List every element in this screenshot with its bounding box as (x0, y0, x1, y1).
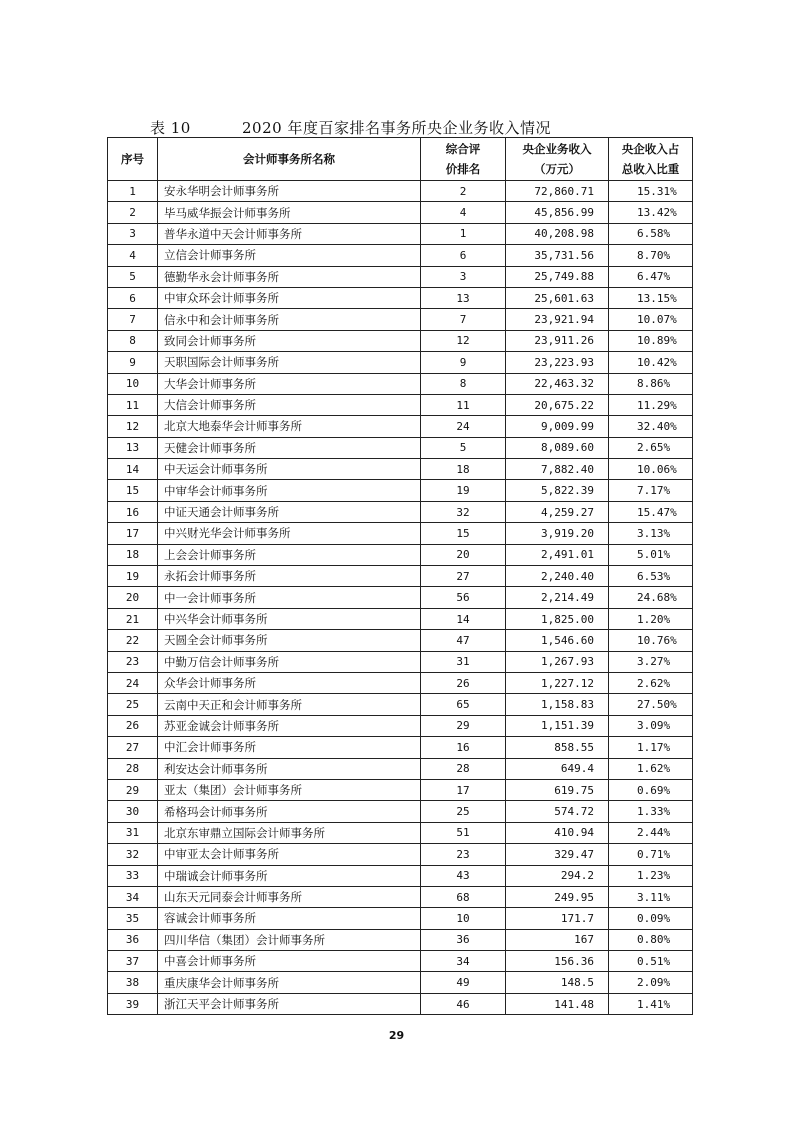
cell-name: 立信会计师事务所 (158, 245, 421, 266)
cell-name: 中天运会计师事务所 (158, 459, 421, 480)
cell-name: 天健会计师事务所 (158, 437, 421, 458)
cell-income: 156.36 (506, 951, 609, 972)
cell-name: 山东天元同泰会计师事务所 (158, 886, 421, 907)
table-row (108, 886, 693, 907)
cell-name: 云南中天正和会计师事务所 (158, 694, 421, 715)
cell-ratio: 0.80% (609, 929, 693, 950)
cell-income: 2,240.40 (506, 566, 609, 587)
cell-income: 22,463.32 (506, 373, 609, 394)
cell-idx: 37 (108, 951, 158, 972)
cell-income: 1,151.39 (506, 715, 609, 736)
cell-ratio: 3.11% (609, 886, 693, 907)
cell-idx: 19 (108, 566, 158, 587)
cell-name: 中勤万信会计师事务所 (158, 651, 421, 672)
cell-idx: 26 (108, 715, 158, 736)
cell-income: 9,009.99 (506, 416, 609, 437)
header-ratio (609, 138, 693, 181)
cell-ratio: 13.42% (609, 202, 693, 223)
cell-idx: 30 (108, 801, 158, 822)
cell-idx: 32 (108, 844, 158, 865)
cell-idx: 31 (108, 822, 158, 843)
cell-ratio: 0.09% (609, 908, 693, 929)
table-row (108, 651, 693, 672)
cell-ratio: 7.17% (609, 480, 693, 501)
cell-rank: 6 (421, 245, 506, 266)
cell-income: 1,825.00 (506, 608, 609, 629)
cell-rank: 18 (421, 459, 506, 480)
header-rank (421, 138, 506, 181)
table-row (108, 630, 693, 651)
cell-idx: 6 (108, 287, 158, 308)
table-row (108, 822, 693, 843)
cell-idx: 10 (108, 373, 158, 394)
cell-rank: 47 (421, 630, 506, 651)
table-row (108, 672, 693, 693)
cell-idx: 38 (108, 972, 158, 993)
table-row (108, 202, 693, 223)
cell-ratio: 8.86% (609, 373, 693, 394)
cell-name: 重庆康华会计师事务所 (158, 972, 421, 993)
cell-ratio: 10.89% (609, 330, 693, 351)
cell-income: 23,921.94 (506, 309, 609, 330)
cell-name: 天职国际会计师事务所 (158, 352, 421, 373)
cell-rank: 68 (421, 886, 506, 907)
cell-name: 容诚会计师事务所 (158, 908, 421, 929)
table-row (108, 309, 693, 330)
cell-ratio: 1.20% (609, 608, 693, 629)
cell-rank: 12 (421, 330, 506, 351)
cell-idx: 23 (108, 651, 158, 672)
cell-idx: 11 (108, 394, 158, 415)
cell-idx: 34 (108, 886, 158, 907)
cell-name: 中瑞诚会计师事务所 (158, 865, 421, 886)
cell-ratio: 2.44% (609, 822, 693, 843)
cell-ratio: 27.50% (609, 694, 693, 715)
cell-income: 7,882.40 (506, 459, 609, 480)
cell-income: 45,856.99 (506, 202, 609, 223)
cell-ratio: 1.41% (609, 993, 693, 1014)
cell-rank: 5 (421, 437, 506, 458)
cell-rank: 27 (421, 566, 506, 587)
cell-income: 1,267.93 (506, 651, 609, 672)
table-body (108, 181, 693, 1015)
table-row (108, 287, 693, 308)
cell-idx: 17 (108, 523, 158, 544)
table-row (108, 266, 693, 287)
cell-income: 167 (506, 929, 609, 950)
cell-income: 619.75 (506, 779, 609, 800)
cell-rank: 32 (421, 501, 506, 522)
cell-idx: 27 (108, 737, 158, 758)
cell-rank: 20 (421, 544, 506, 565)
table-row (108, 459, 693, 480)
table-row (108, 758, 693, 779)
cell-ratio: 10.07% (609, 309, 693, 330)
cell-income: 40,208.98 (506, 223, 609, 244)
table-row (108, 373, 693, 394)
cell-idx: 20 (108, 587, 158, 608)
table-row (108, 715, 693, 736)
cell-rank: 17 (421, 779, 506, 800)
cell-rank: 56 (421, 587, 506, 608)
table-row (108, 993, 693, 1014)
cell-name: 四川华信（集团）会计师事务所 (158, 929, 421, 950)
cell-income: 2,491.01 (506, 544, 609, 565)
cell-name: 中兴财光华会计师事务所 (158, 523, 421, 544)
cell-name: 中审众环会计师事务所 (158, 287, 421, 308)
cell-name: 中审华会计师事务所 (158, 480, 421, 501)
cell-rank: 3 (421, 266, 506, 287)
cell-idx: 14 (108, 459, 158, 480)
cell-ratio: 2.09% (609, 972, 693, 993)
table-row (108, 181, 693, 202)
cell-idx: 2 (108, 202, 158, 223)
cell-rank: 9 (421, 352, 506, 373)
cell-ratio: 2.65% (609, 437, 693, 458)
cell-idx: 1 (108, 181, 158, 202)
header-name: 会计师事务所名称 (158, 138, 421, 181)
table-row (108, 908, 693, 929)
cell-idx: 16 (108, 501, 158, 522)
cell-name: 北京大地泰华会计师事务所 (158, 416, 421, 437)
cell-income: 1,227.12 (506, 672, 609, 693)
cell-rank: 29 (421, 715, 506, 736)
cell-name: 浙江天平会计师事务所 (158, 993, 421, 1014)
cell-income: 23,911.26 (506, 330, 609, 351)
cell-idx: 8 (108, 330, 158, 351)
table-row (108, 437, 693, 458)
page-number: 29 (388, 1029, 405, 1042)
cell-income: 72,860.71 (506, 181, 609, 202)
cell-ratio: 3.27% (609, 651, 693, 672)
cell-income: 294.2 (506, 865, 609, 886)
cell-rank: 8 (421, 373, 506, 394)
cell-idx: 29 (108, 779, 158, 800)
cell-name: 天圆全会计师事务所 (158, 630, 421, 651)
cell-name: 大华会计师事务所 (158, 373, 421, 394)
header-income-line1: 央企业务收入 (522, 142, 592, 156)
cell-rank: 34 (421, 951, 506, 972)
cell-name: 德勤华永会计师事务所 (158, 266, 421, 287)
cell-idx: 36 (108, 929, 158, 950)
cell-rank: 19 (421, 480, 506, 501)
cell-name: 中汇会计师事务所 (158, 737, 421, 758)
table-row (108, 330, 693, 351)
cell-name: 中喜会计师事务所 (158, 951, 421, 972)
cell-income: 8,089.60 (506, 437, 609, 458)
cell-rank: 43 (421, 865, 506, 886)
cell-rank: 26 (421, 672, 506, 693)
cell-rank: 24 (421, 416, 506, 437)
cell-income: 25,749.88 (506, 266, 609, 287)
cell-ratio: 6.58% (609, 223, 693, 244)
cell-ratio: 10.76% (609, 630, 693, 651)
cell-name: 普华永道中天会计师事务所 (158, 223, 421, 244)
cell-income: 4,259.27 (506, 501, 609, 522)
cell-income: 35,731.56 (506, 245, 609, 266)
cell-ratio: 15.47% (609, 501, 693, 522)
cell-income: 1,546.60 (506, 630, 609, 651)
table-row (108, 694, 693, 715)
cell-ratio: 0.71% (609, 844, 693, 865)
header-rank-line1: 综合评 (445, 142, 481, 156)
cell-rank: 13 (421, 287, 506, 308)
header-idx: 序号 (108, 138, 158, 181)
cell-name: 永拓会计师事务所 (158, 566, 421, 587)
table-row (108, 480, 693, 501)
cell-idx: 15 (108, 480, 158, 501)
cell-ratio: 3.13% (609, 523, 693, 544)
cell-idx: 24 (108, 672, 158, 693)
cell-name: 上会会计师事务所 (158, 544, 421, 565)
cell-ratio: 13.15% (609, 287, 693, 308)
cell-idx: 21 (108, 608, 158, 629)
cell-ratio: 0.69% (609, 779, 693, 800)
cell-ratio: 5.01% (609, 544, 693, 565)
cell-rank: 11 (421, 394, 506, 415)
cell-name: 北京东审鼎立国际会计师事务所 (158, 822, 421, 843)
cell-rank: 16 (421, 737, 506, 758)
table-row (108, 844, 693, 865)
cell-name: 苏亚金诚会计师事务所 (158, 715, 421, 736)
cell-income: 3,919.20 (506, 523, 609, 544)
cell-name: 毕马威华振会计师事务所 (158, 202, 421, 223)
cell-income: 329.47 (506, 844, 609, 865)
cell-income: 171.7 (506, 908, 609, 929)
cell-rank: 1 (421, 223, 506, 244)
cell-idx: 18 (108, 544, 158, 565)
cell-rank: 7 (421, 309, 506, 330)
header-income (506, 138, 609, 181)
cell-name: 大信会计师事务所 (158, 394, 421, 415)
cell-income: 20,675.22 (506, 394, 609, 415)
table-row (108, 523, 693, 544)
cell-ratio: 10.06% (609, 459, 693, 480)
cell-name: 中证天通会计师事务所 (158, 501, 421, 522)
cell-idx: 3 (108, 223, 158, 244)
cell-ratio: 3.09% (609, 715, 693, 736)
table-row (108, 929, 693, 950)
cell-idx: 5 (108, 266, 158, 287)
table-row (108, 566, 693, 587)
table-title: 2020 年度百家排名事务所央企业务收入情况 (242, 119, 551, 137)
cell-income: 148.5 (506, 972, 609, 993)
table-row (108, 951, 693, 972)
cell-name: 致同会计师事务所 (158, 330, 421, 351)
cell-rank: 51 (421, 822, 506, 843)
table-row (108, 544, 693, 565)
cell-name: 众华会计师事务所 (158, 672, 421, 693)
table-row (108, 737, 693, 758)
cell-income: 5,822.39 (506, 480, 609, 501)
cell-name: 中兴华会计师事务所 (158, 608, 421, 629)
cell-ratio: 10.42% (609, 352, 693, 373)
header-ratio-line2: 总收入比重 (621, 162, 680, 176)
cell-ratio: 1.33% (609, 801, 693, 822)
cell-idx: 12 (108, 416, 158, 437)
table-row (108, 394, 693, 415)
cell-income: 574.72 (506, 801, 609, 822)
cell-income: 858.55 (506, 737, 609, 758)
cell-ratio: 1.62% (609, 758, 693, 779)
cell-ratio: 15.31% (609, 181, 693, 202)
cell-name: 信永中和会计师事务所 (158, 309, 421, 330)
cell-ratio: 0.51% (609, 951, 693, 972)
table-row (108, 223, 693, 244)
cell-ratio: 6.53% (609, 566, 693, 587)
header-income-line2: （万元） (534, 162, 580, 176)
table-row (108, 352, 693, 373)
cell-rank: 23 (421, 844, 506, 865)
cell-rank: 10 (421, 908, 506, 929)
table-row (108, 972, 693, 993)
cell-rank: 15 (421, 523, 506, 544)
table-row (108, 501, 693, 522)
cell-ratio: 24.68% (609, 587, 693, 608)
revenue-table (107, 137, 693, 1015)
cell-rank: 46 (421, 993, 506, 1014)
cell-ratio: 32.40% (609, 416, 693, 437)
cell-income: 25,601.63 (506, 287, 609, 308)
cell-rank: 28 (421, 758, 506, 779)
cell-idx: 33 (108, 865, 158, 886)
cell-idx: 7 (108, 309, 158, 330)
cell-idx: 25 (108, 694, 158, 715)
table-row (108, 416, 693, 437)
cell-name: 希格玛会计师事务所 (158, 801, 421, 822)
cell-income: 23,223.93 (506, 352, 609, 373)
cell-idx: 9 (108, 352, 158, 373)
table-row (108, 779, 693, 800)
table-caption (150, 117, 750, 138)
cell-rank: 65 (421, 694, 506, 715)
header-rank-line2: 价排名 (445, 162, 481, 176)
cell-name: 亚太（集团）会计师事务所 (158, 779, 421, 800)
cell-rank: 4 (421, 202, 506, 223)
table-row (108, 608, 693, 629)
cell-idx: 13 (108, 437, 158, 458)
cell-ratio: 11.29% (609, 394, 693, 415)
header-row (108, 138, 693, 181)
cell-rank: 2 (421, 181, 506, 202)
cell-ratio: 1.23% (609, 865, 693, 886)
cell-ratio: 2.62% (609, 672, 693, 693)
cell-idx: 22 (108, 630, 158, 651)
table-row (108, 801, 693, 822)
cell-ratio: 6.47% (609, 266, 693, 287)
cell-idx: 4 (108, 245, 158, 266)
cell-rank: 36 (421, 929, 506, 950)
cell-idx: 28 (108, 758, 158, 779)
cell-name: 安永华明会计师事务所 (158, 181, 421, 202)
cell-income: 410.94 (506, 822, 609, 843)
header-ratio-line1: 央企收入占 (621, 142, 680, 156)
cell-rank: 31 (421, 651, 506, 672)
cell-income: 1,158.83 (506, 694, 609, 715)
table-row (108, 865, 693, 886)
cell-idx: 39 (108, 993, 158, 1014)
cell-income: 141.48 (506, 993, 609, 1014)
cell-name: 中审亚太会计师事务所 (158, 844, 421, 865)
cell-rank: 25 (421, 801, 506, 822)
cell-ratio: 1.17% (609, 737, 693, 758)
table-label: 表 10 (150, 119, 191, 137)
cell-income: 2,214.49 (506, 587, 609, 608)
cell-idx: 35 (108, 908, 158, 929)
cell-income: 649.4 (506, 758, 609, 779)
cell-name: 中一会计师事务所 (158, 587, 421, 608)
cell-ratio: 8.70% (609, 245, 693, 266)
cell-rank: 14 (421, 608, 506, 629)
table-row (108, 587, 693, 608)
cell-name: 利安达会计师事务所 (158, 758, 421, 779)
cell-income: 249.95 (506, 886, 609, 907)
table-row (108, 245, 693, 266)
cell-rank: 49 (421, 972, 506, 993)
